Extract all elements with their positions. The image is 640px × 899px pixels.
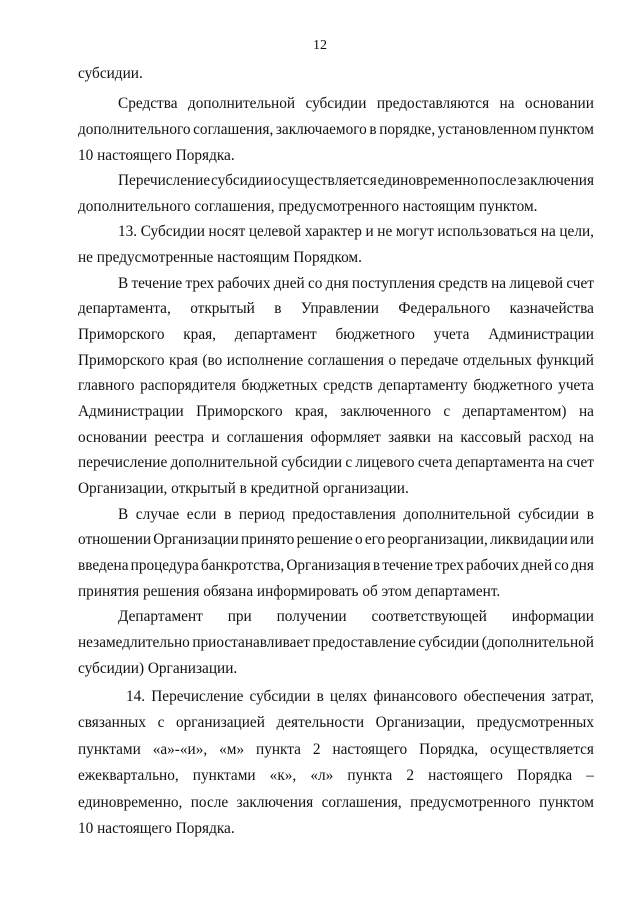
word: предусмотренных bbox=[476, 714, 594, 731]
text-line bbox=[78, 351, 594, 371]
word: дня bbox=[325, 275, 349, 292]
word: пунктом bbox=[539, 121, 594, 138]
word: открытый bbox=[190, 300, 255, 317]
text-line: Организации, открытый в кредитной организации. bbox=[78, 480, 409, 497]
word: ежеквартально, bbox=[78, 767, 179, 784]
word: соглашения bbox=[307, 352, 385, 369]
word: период bbox=[238, 506, 285, 523]
word: банкротства, bbox=[200, 557, 285, 574]
word: и bbox=[365, 223, 374, 240]
word: осуществляется bbox=[490, 741, 594, 758]
text-line bbox=[78, 793, 594, 813]
word: на bbox=[578, 403, 594, 420]
word: дополнительной bbox=[403, 506, 511, 523]
word: департаменту bbox=[378, 377, 468, 394]
word: распорядителя bbox=[140, 377, 236, 394]
word: субсидии bbox=[249, 688, 311, 705]
word: лицевого bbox=[355, 454, 415, 471]
word: соглашения, bbox=[321, 794, 402, 811]
word: единовременно, bbox=[78, 794, 183, 811]
word: течение bbox=[131, 275, 183, 292]
word: исполнение bbox=[226, 352, 304, 369]
word: учета bbox=[433, 326, 470, 343]
text-line bbox=[118, 171, 594, 191]
word: Администрации bbox=[488, 326, 594, 343]
word: бюджетного bbox=[335, 326, 415, 343]
text-line bbox=[78, 453, 594, 473]
word: Порядка, bbox=[419, 741, 479, 758]
word: носят bbox=[208, 223, 246, 240]
word: края bbox=[169, 352, 198, 369]
text-line bbox=[78, 120, 594, 140]
text-line bbox=[78, 740, 594, 760]
word: учета bbox=[558, 377, 594, 394]
word: средств bbox=[438, 275, 488, 292]
word: 14. bbox=[126, 688, 146, 705]
word: Администрации bbox=[78, 403, 184, 420]
word: единовременно bbox=[377, 172, 479, 189]
word: предоставляются bbox=[376, 95, 490, 112]
word: целевой bbox=[248, 223, 302, 240]
word: главного bbox=[78, 377, 135, 394]
word: соответствующей bbox=[371, 608, 487, 625]
text-line bbox=[78, 376, 594, 396]
word: предусмотренного bbox=[410, 794, 531, 811]
word: «м» bbox=[219, 741, 245, 758]
word: заключаемого bbox=[275, 121, 367, 138]
text-line bbox=[78, 428, 594, 448]
word: ликвидации bbox=[489, 531, 568, 548]
word: дополнительного bbox=[78, 121, 191, 138]
word: течение bbox=[382, 557, 433, 574]
word: со bbox=[307, 275, 323, 292]
word: с bbox=[157, 714, 165, 731]
word: незамедлительно bbox=[78, 634, 190, 651]
word: порядке, bbox=[379, 121, 436, 138]
text-line: дополнительного соглашения, предусмотренного настоящим пунктом. bbox=[78, 198, 538, 215]
word: обеспечения bbox=[463, 688, 546, 705]
word: финансового bbox=[373, 688, 458, 705]
word: о bbox=[354, 531, 363, 548]
word: субсидии bbox=[305, 95, 367, 112]
word: со bbox=[554, 557, 569, 574]
word: Перечисление bbox=[118, 172, 211, 189]
text-line bbox=[118, 505, 594, 525]
word: соглашения bbox=[226, 429, 304, 446]
word: департаментом) bbox=[462, 403, 567, 420]
word: субсидии bbox=[281, 454, 343, 471]
word: департамента, bbox=[78, 300, 171, 317]
word: передаче bbox=[400, 352, 459, 369]
text-line: субсидии. bbox=[78, 65, 143, 82]
word: (во bbox=[202, 352, 223, 369]
word: характер bbox=[304, 223, 362, 240]
word: при bbox=[227, 608, 252, 625]
word: поступления bbox=[351, 275, 436, 292]
word: Порядка bbox=[516, 767, 573, 784]
word: края, bbox=[183, 326, 216, 343]
word: Федерального bbox=[398, 300, 491, 317]
word: получении bbox=[276, 608, 347, 625]
word: Средства bbox=[118, 95, 178, 112]
word: его bbox=[364, 531, 386, 548]
text-line bbox=[118, 222, 594, 242]
word: трех bbox=[185, 275, 215, 292]
word: (дополнительной bbox=[481, 634, 594, 651]
word: основании bbox=[78, 429, 148, 446]
word: бюджетных bbox=[241, 377, 318, 394]
word: не bbox=[377, 223, 393, 240]
word: принято bbox=[241, 531, 295, 548]
word: связанных bbox=[78, 714, 146, 731]
word: после bbox=[190, 794, 229, 811]
word: в bbox=[274, 300, 282, 317]
word: дополнительной bbox=[170, 454, 278, 471]
text-line-justified bbox=[78, 325, 594, 345]
word: на bbox=[578, 429, 594, 446]
word: организацией bbox=[175, 714, 265, 731]
word: в bbox=[316, 688, 324, 705]
word: после bbox=[479, 172, 517, 189]
word: счет bbox=[566, 275, 594, 292]
word: Организации bbox=[153, 531, 239, 548]
word: субсидии bbox=[211, 172, 272, 189]
word: дней bbox=[273, 275, 305, 292]
word: счета bbox=[417, 454, 453, 471]
word: 2 bbox=[312, 741, 321, 758]
word: пунктами bbox=[192, 767, 256, 784]
text-line bbox=[118, 274, 594, 294]
word: заключения bbox=[517, 172, 594, 189]
word: лицевой bbox=[509, 275, 564, 292]
word: или bbox=[569, 531, 594, 548]
word: Организации, bbox=[375, 714, 466, 731]
word: Управлении bbox=[300, 300, 379, 317]
text-line: принятия решения обязана информировать об этом департамент. bbox=[78, 583, 501, 600]
word: цели, bbox=[559, 223, 594, 240]
word: на bbox=[540, 223, 556, 240]
word: Приморского bbox=[78, 326, 165, 343]
text-line: не предусмотренные настоящим Порядком. bbox=[78, 249, 362, 266]
word: настоящего bbox=[428, 767, 503, 784]
text-line-justified bbox=[78, 299, 594, 319]
word: приостанавливает bbox=[192, 634, 310, 651]
word: предоставления bbox=[292, 506, 396, 523]
word: на bbox=[548, 454, 564, 471]
word: предоставление bbox=[312, 634, 416, 651]
word: субсидии bbox=[518, 506, 580, 523]
word: Организация bbox=[286, 557, 371, 574]
word: на bbox=[438, 429, 454, 446]
word: «л» bbox=[310, 767, 334, 784]
word: информации bbox=[511, 608, 594, 625]
word: с bbox=[345, 454, 353, 471]
word: затрат, bbox=[551, 688, 594, 705]
text-line bbox=[126, 687, 594, 707]
text-line bbox=[78, 713, 594, 733]
text-line bbox=[78, 530, 594, 550]
word: пункта bbox=[256, 741, 301, 758]
word: счет bbox=[566, 454, 594, 471]
word: заключения bbox=[236, 794, 314, 811]
word: процедура bbox=[130, 557, 199, 574]
word: осуществляется bbox=[272, 172, 377, 189]
word: реестра bbox=[154, 429, 205, 446]
word: пункта bbox=[347, 767, 393, 784]
word: о bbox=[388, 352, 397, 369]
text-line-justified bbox=[118, 607, 594, 627]
text-line bbox=[118, 94, 594, 114]
text-line bbox=[78, 402, 594, 422]
word: перечисление bbox=[78, 454, 168, 471]
word: трех bbox=[435, 557, 464, 574]
word: департамент bbox=[234, 326, 317, 343]
word: в bbox=[586, 506, 594, 523]
word: бюджетного bbox=[473, 377, 553, 394]
word: с bbox=[443, 403, 451, 420]
word: 13. bbox=[118, 223, 138, 240]
word: целях bbox=[329, 688, 368, 705]
word: рабочих bbox=[217, 275, 271, 292]
word: решение bbox=[296, 531, 353, 548]
word: края, bbox=[295, 403, 328, 420]
word: установленном bbox=[437, 121, 537, 138]
word: дней bbox=[521, 557, 553, 574]
word: случае bbox=[135, 506, 180, 523]
word: заключенного bbox=[340, 403, 431, 420]
word: В bbox=[118, 275, 129, 292]
word: настоящего bbox=[332, 741, 408, 758]
word: в bbox=[369, 121, 377, 138]
word: заявки bbox=[388, 429, 431, 446]
word: дня bbox=[570, 557, 594, 574]
word: рабочих bbox=[466, 557, 520, 574]
word: Департамент bbox=[118, 608, 203, 625]
word: на bbox=[499, 95, 515, 112]
word: в bbox=[224, 506, 232, 523]
word: Приморского bbox=[196, 403, 283, 420]
word: расход bbox=[528, 429, 572, 446]
text-line bbox=[78, 633, 594, 653]
word: Субсидии bbox=[140, 223, 205, 240]
word: средств bbox=[323, 377, 373, 394]
word: В bbox=[118, 506, 129, 523]
word: 2 bbox=[406, 767, 415, 784]
word: казначейства bbox=[509, 300, 594, 317]
text-line bbox=[78, 766, 594, 786]
word: пунктом bbox=[539, 794, 594, 811]
word: дополнительной bbox=[187, 95, 296, 112]
page-number: 12 bbox=[313, 38, 327, 53]
word: – bbox=[586, 767, 594, 784]
word: департамента bbox=[455, 454, 545, 471]
word: кассовый bbox=[460, 429, 522, 446]
word: функций bbox=[536, 352, 594, 369]
word: «к», bbox=[269, 767, 297, 784]
word: в bbox=[372, 557, 381, 574]
text-line: 10 настоящего Порядка. bbox=[78, 147, 235, 164]
word: если bbox=[186, 506, 217, 523]
text-line bbox=[78, 556, 594, 576]
word: «а»-«и», bbox=[152, 741, 208, 758]
word: субсидии bbox=[418, 634, 480, 651]
word: введена bbox=[78, 557, 129, 574]
word: реорганизации, bbox=[387, 531, 488, 548]
word: на bbox=[491, 275, 507, 292]
word: и bbox=[211, 429, 220, 446]
word: использоваться bbox=[437, 223, 538, 240]
word: могут bbox=[395, 223, 434, 240]
word: Перечисление bbox=[151, 688, 244, 705]
word: отношении bbox=[78, 531, 152, 548]
word: соглашения, bbox=[193, 121, 274, 138]
word: деятельности bbox=[276, 714, 365, 731]
text-line: субсидии) Организации. bbox=[78, 660, 238, 677]
word: отдельных bbox=[462, 352, 533, 369]
word: пунктами bbox=[78, 741, 141, 758]
text-line: 10 настоящего Порядка. bbox=[78, 820, 235, 837]
word: Приморского bbox=[78, 352, 165, 369]
word: основании bbox=[524, 95, 594, 112]
word: оформляет bbox=[310, 429, 381, 446]
